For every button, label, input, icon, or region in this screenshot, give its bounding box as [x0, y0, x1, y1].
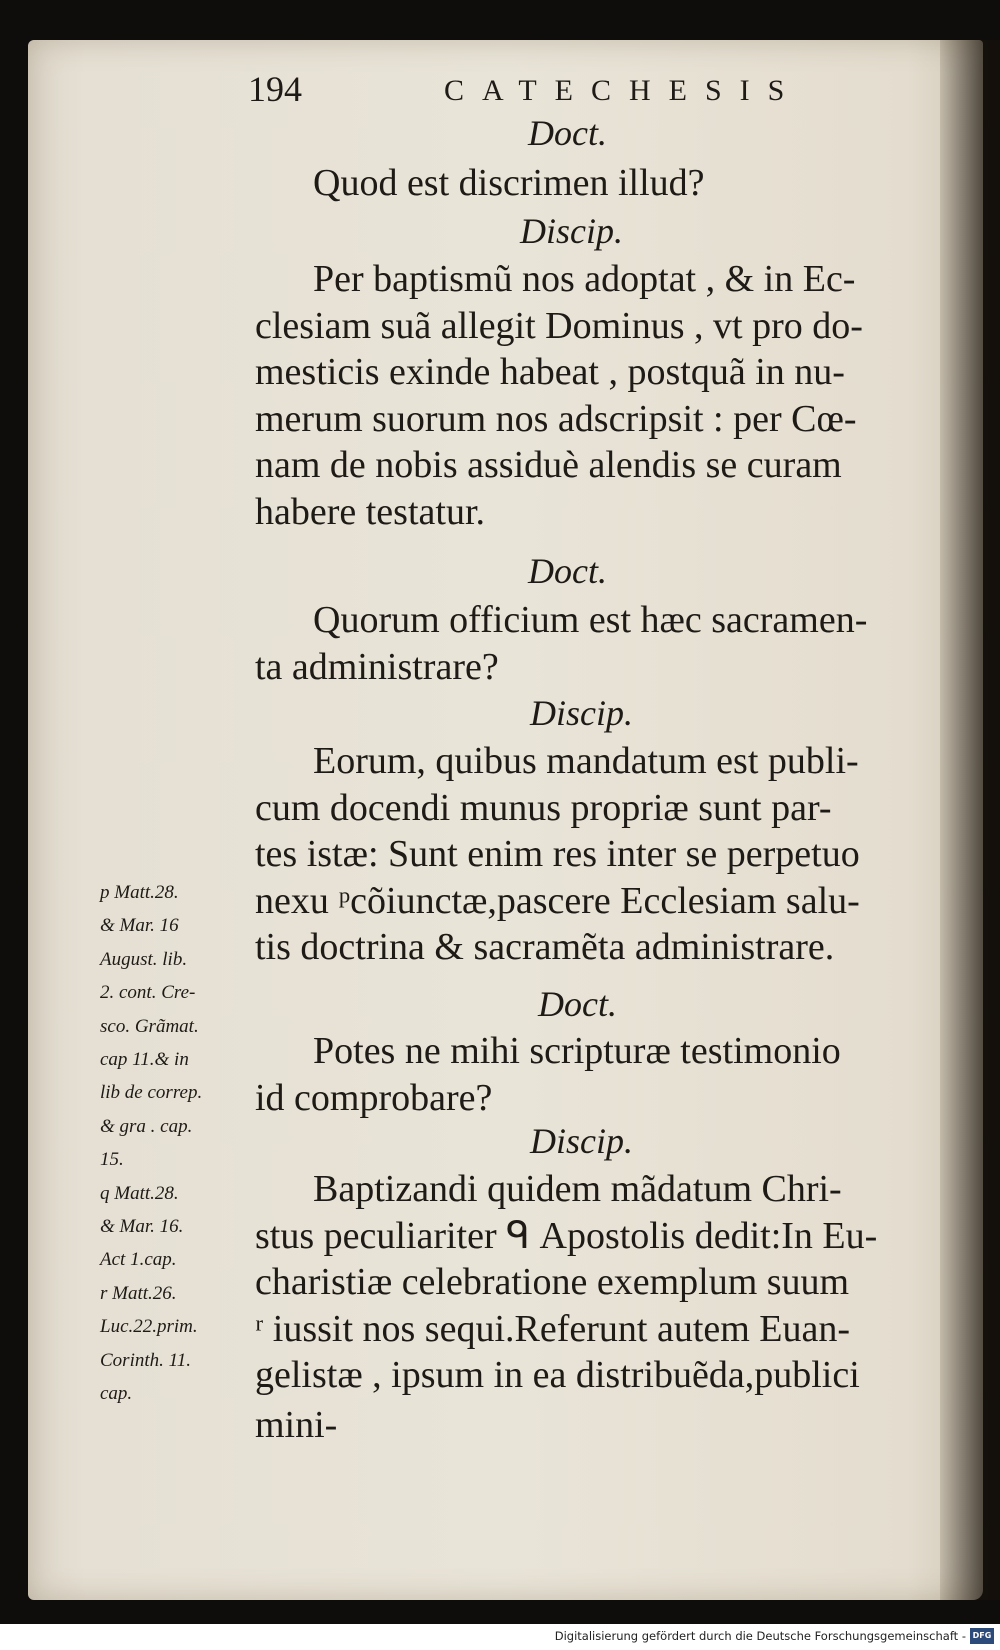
marginal-note: & Mar. 16. [100, 1216, 184, 1238]
text-line: charistiæ celebratione exemplum suum [255, 1261, 850, 1303]
text-line: ta administrare? [255, 645, 499, 688]
footer-credit: Digitalisierung gefördert durch die Deutsche Forschungsgemeinschaft - [554, 1629, 966, 1643]
text-line: cum docendi munus propriæ sunt par- [255, 786, 832, 829]
marginal-note: cap. [100, 1383, 133, 1405]
paragraph-question-2 [255, 597, 955, 690]
marginal-note: r Matt.26. [100, 1282, 177, 1304]
text-line: merum suorum nos adscripsit : per Cœ- [255, 397, 857, 440]
marginal-note: August. lib. [100, 948, 188, 970]
text-line: stus peculiariter ᑫ Apostolis dedit:In Eu- [255, 1214, 878, 1257]
text-line: Per baptismũ nos adoptat , & in Ec- [313, 258, 856, 300]
speaker-doct-1: Doct. [528, 113, 607, 153]
paragraph-question-1 [255, 160, 955, 207]
marginal-note: p Matt.28. [100, 882, 179, 903]
text-line: Eorum, quibus mandatum est publi- [313, 740, 859, 782]
marginal-notes [100, 876, 250, 1411]
text-line: mesticis exinde habeat , postquã in nu- [255, 351, 845, 393]
paragraph-question-3 [255, 1028, 955, 1121]
catchword [255, 1402, 955, 1449]
text-line: id comprobare? [255, 1076, 493, 1119]
marginal-note: Corinth. 11. [100, 1349, 191, 1371]
text-line: Baptizandi quidem mãdatum Chri- [313, 1168, 842, 1210]
text-line: Potes ne mihi scripturæ testimonio [313, 1030, 841, 1072]
dfg-logo-icon: DFG [970, 1628, 994, 1644]
text-line: Quod est discrimen illud? [313, 162, 705, 204]
text-line: habere testatur. [255, 490, 486, 533]
paragraph-answer-2 [255, 738, 955, 971]
marginal-note: q Matt.28. [100, 1182, 179, 1204]
page-header [248, 68, 948, 118]
speaker-discip-1: Discip. [520, 211, 623, 251]
text-line: mini- [255, 1404, 338, 1446]
speaker-doct-3: Doct. [538, 984, 617, 1024]
text-line: gelistæ , ipsum in ea distribuẽda,publici [255, 1354, 860, 1396]
paragraph-answer-1 [255, 256, 955, 535]
text-line: Quorum officium est hæc sacramen- [313, 599, 868, 641]
speaker-discip-3: Discip. [530, 1121, 633, 1161]
running-title: CATECHESIS [444, 74, 803, 107]
marginal-note: 15. [100, 1149, 124, 1171]
marginal-note: & Mar. 16 [100, 915, 179, 937]
digitization-footer [0, 1624, 1000, 1650]
text-line: nam de nobis assiduè alendis se curam [255, 444, 842, 486]
speaker-discip-2: Discip. [530, 693, 633, 733]
marginal-note: cap 11.& in [100, 1049, 189, 1071]
text-line: ʳ iussit nos sequi.Referunt autem Euan- [255, 1307, 851, 1350]
marginal-note: sco. Grãmat. [100, 1015, 199, 1037]
marginal-note: Act 1.cap. [100, 1249, 177, 1271]
text-line: clesiam suã allegit Dominus , vt pro do- [255, 304, 863, 347]
marginal-note: & gra . cap. [100, 1115, 193, 1137]
text-line: tes istæ: Sunt enim res inter se perpetuo [255, 833, 860, 875]
text-line: nexu ᵖcõiunctæ,pascere Ecclesiam salu- [255, 879, 860, 922]
page-number: 194 [248, 69, 302, 109]
text-line: tis doctrina & sacramẽta administrare. [255, 926, 835, 968]
marginal-note: lib de correp. [100, 1082, 203, 1104]
speaker-doct-2: Doct. [528, 551, 607, 591]
marginal-note: 2. cont. Cre- [100, 982, 196, 1004]
marginal-note: Luc.22.prim. [100, 1316, 198, 1338]
paragraph-answer-3 [255, 1166, 955, 1399]
